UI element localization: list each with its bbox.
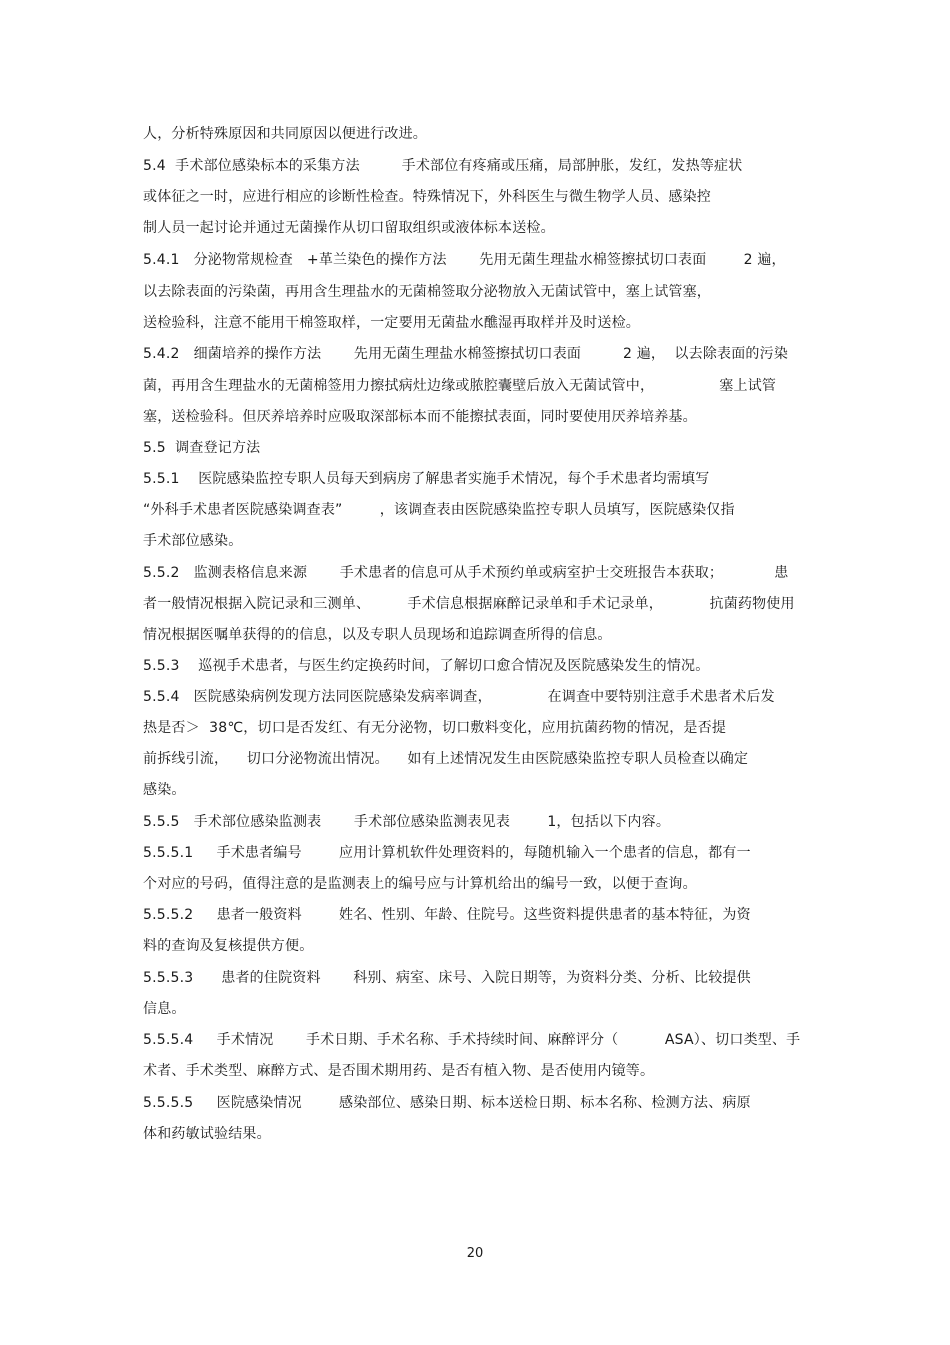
text-line: 5.5.5 手术部位感染监测表 手术部位感染监测表见表 1，包括以下内容。 bbox=[143, 814, 671, 830]
text-line: 5.5.5.4 手术情况 手术日期、手术名称、手术持续时间、麻醉评分（ ASA）、切口类型、手 bbox=[143, 1032, 801, 1048]
text-line: 5.5.5.2 患者一般资料 姓名、性别、年龄、住院号。这些资料提供患者的基本特征，为资 bbox=[143, 907, 751, 923]
text-line: 者一般情况根据入院记录和三测单、 手术信息根据麻醉记录单和手术记录单， 抗菌药物使用 bbox=[143, 596, 795, 612]
text-line: 5.5.2 监测表格信息来源 手术患者的信息可从手术预约单或病室护士交班报告本获取； 患 bbox=[143, 565, 789, 581]
text-line: 5.5.3 巡视手术患者，与医生约定换药时间，了解切口愈合情况及医院感染发生的情况。 bbox=[143, 658, 710, 674]
text-line: 前拆线引流， 切口分泌物流出情况。 如有上述情况发生由医院感染监控专职人员检查以确定 bbox=[143, 751, 749, 767]
text-line: 送检验科，注意不能用干棉签取样，一定要用无菌盐水醮湿再取样并及时送检。 bbox=[143, 315, 640, 331]
text-line: 信息。 bbox=[143, 1001, 186, 1017]
text-line: 5.5.5.5 医院感染情况 感染部位、感染日期、标本送检日期、标本名称、检测方法、病原 bbox=[143, 1095, 751, 1111]
text-line: 塞，送检验科。但厌养培养时应吸取深部标本而不能擦拭表面，同时要使用厌养培养基。 bbox=[143, 409, 697, 425]
page-number: 20 bbox=[466, 1246, 484, 1261]
text-line: 5.4 手术部位感染标本的采集方法 手术部位有疼痛或压痛，局部肿胀，发红，发热等症状 bbox=[143, 158, 743, 174]
text-line: 体和药敏试验结果。 bbox=[143, 1126, 271, 1142]
text-line: 个对应的号码，值得注意的是监测表上的编号应与计算机给出的编号一致，以便于查询。 bbox=[143, 876, 697, 892]
text-line: 或体征之一时，应进行相应的诊断性检查。特殊情况下，外科医生与微生物学人员、感染控 bbox=[143, 189, 711, 205]
text-line: 菌，再用含生理盐水的无菌棉签用力擦拭病灶边缘或脓腔囊壁后放入无菌试管中， 塞上试管 bbox=[143, 378, 777, 394]
text-line: 5.5.1 医院感染监控专职人员每天到病房了解患者实施手术情况，每个手术患者均需填写 bbox=[143, 471, 710, 487]
section-heading: 5.5 调查登记方法 bbox=[143, 440, 261, 456]
text-line: 术者、手术类型、麻醉方式、是否围术期用药、是否有植入物、是否使用内镜等。 bbox=[143, 1063, 655, 1079]
text-line: 5.5.5.1 手术患者编号 应用计算机软件处理资料的，每随机输入一个患者的信息，都有一 bbox=[143, 845, 751, 861]
text-line: 热是否＞ 38℃，切口是否发红、有无分泌物，切口敷料变化，应用抗菌药物的情况，是否提 bbox=[143, 720, 727, 736]
text-line: 5.5.4 医院感染病例发现方法同医院感染发病率调查， 在调查中要特别注意手术患者术后发 bbox=[143, 689, 775, 705]
text-line: 制人员一起讨论并通过无菌操作从切口留取组织或液体标本送检。 bbox=[143, 220, 555, 236]
text-line: 5.4.1 分泌物常规检查 +革兰染色的操作方法 先用无菌生理盐水棉签擦拭切口表面 2 遍， bbox=[143, 252, 786, 268]
text-line: 以去除表面的污染菌，再用含生理盐水的无菌棉签取分泌物放入无菌试管中，塞上试管塞， bbox=[143, 284, 711, 300]
text-line: 5.4.2 细菌培养的操作方法 先用无菌生理盐水棉签擦拭切口表面 2 遍， 以去除表面的污染 bbox=[143, 346, 789, 362]
text-line: 人，分析特殊原因和共同原因以便进行改进。 bbox=[143, 126, 427, 142]
text-line: 感染。 bbox=[143, 782, 186, 798]
text-line: 手术部位感染。 bbox=[143, 533, 243, 549]
text-line: 5.5.5.3 患者的住院资料 科别、病室、床号、入院日期等，为资料分类、分析、比较提供 bbox=[143, 970, 751, 986]
text-line: 情况根据医嘱单获得的的信息，以及专职人员现场和追踪调查所得的信息。 bbox=[143, 627, 612, 643]
text-line: 料的查询及复核提供方便。 bbox=[143, 938, 314, 954]
text-line: “外科手术患者医院感染调查表” ，该调查表由医院感染监控专职人员填写，医院感染仅指 bbox=[143, 502, 735, 518]
